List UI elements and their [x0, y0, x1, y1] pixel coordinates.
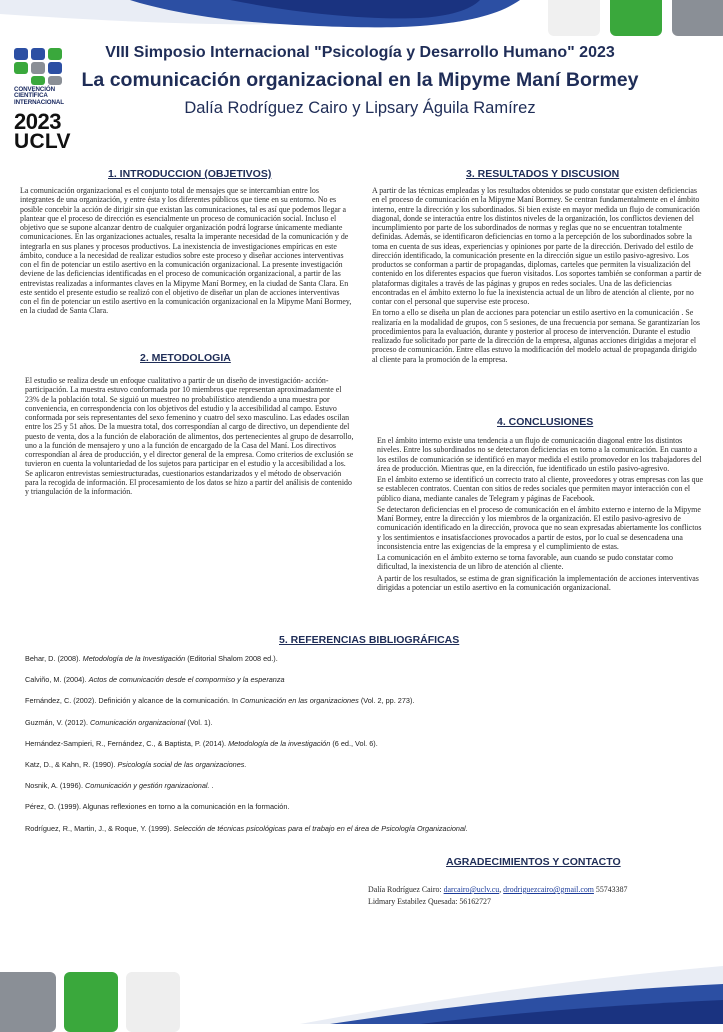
logo-line-2: CIENTÍFICA	[14, 92, 48, 100]
contact-line-1: Dalía Rodríguez Cairo: darcairo@uclv.cu, drodriguezcairo@gmail.com 55743387	[368, 885, 628, 894]
logo-year: 2023	[14, 109, 61, 134]
reference-item: Nosnik, A. (1996). Comunicación y gestión rganizacional. .	[25, 781, 214, 791]
reference-item: Guzmán, V. (2012). Comunicación organizacional (Vol. 1).	[25, 717, 213, 727]
intro-text	[20, 186, 352, 318]
reference-item: Katz, D., & Kahn, R. (1990). Psicología social de las organizaciones.	[25, 759, 247, 769]
logo-org: UCLV	[14, 130, 71, 153]
conclusions-paragraph-4: La comunicación en el ámbito externo se torna favorable, aun cuando se pudo constatar como dificultad, la inexistencia de un libro de atención al cliente.	[377, 553, 674, 572]
logo-line-3: INTERNACIONAL	[14, 98, 64, 106]
conclusions-paragraph-2: En el ámbito externo se identificó un correcto trato al cliente, proveedores y otras empresas con las que se establecen contratos. Cuentan con sitios de redes sociales que permiten mayor interacción con el público diana, mediante canales de Telegram y páginas de Facebook.	[377, 475, 704, 503]
gray-square-decoration	[672, 0, 723, 36]
poster-title: La comunicación organizacional en la Mipyme Maní Bormey	[81, 69, 639, 91]
conclusions-text	[377, 436, 705, 594]
contact-info	[368, 884, 627, 907]
method-text	[25, 376, 355, 498]
section-heading-references: 5. REFERENCIAS BIBLIOGRÁFICAS	[279, 634, 460, 646]
results-paragraph-2: En torno a ello se diseña un plan de acciones para potenciar un estilo asertivo en la comunicación . Se realizaría en la modalidad de grupos, con 5 sesiones, de una frecuencia por semana. Se garantizarían los procedimientos para la evaluación, durante y posterior al proceso de intervención. Durante el estudio realizado fue solicitado por parte de la dirección de la empresa, algunas acciones dirigidas a mejorar el proceso de comunicación. Entre ellas estuvo la modificación del modelo actual de propaganda dirigido al cliente para la promoción de la empresa.	[372, 308, 700, 364]
results-text	[372, 186, 704, 366]
section-heading-results: 3. RESULTADOS Y DISCUSION	[466, 168, 620, 180]
results-paragraph-1: A partir de las técnicas empleadas y los resultados obtenidos se pudo constatar que existen deficiencias en el proceso de comunicación en la Mipyme Maní Bormey. Se centran fundamentalmente en el ámbito interno, entre la dirección y los subordinados. Si bien existe en mayor medida un flujo de comunicación diagonal, donde se interactúa entre los distintos niveles de la organización, los conflictos devienen del incumplimiento por parte de los subordinados de normas y reglas que no se encuentran totalmente definidas. Además, se identificaron deficiencias en torno a la percepción de los subordinados sobre la toma en cuenta de sus ideas, experiencias y opiniones por parte de la dirección. Derivado del estilo de dirección identificado, la comunicación presente en la dirección sigue un estilo pasivo-agresivo. Los productos se conforman a partir de propagandas, diplomas, carteles que permiten la visualización del contenido en los diferentes espacios que fueron visitados. Los soportes también se conforman a partir de plataformas digitales a través de las páginas y grupos en redes sociales. Una de las deficiencias encontradas en el ámbito externo lo fue la inexistencia actual de un libro de atención al cliente, por no contar con el personal que supervise este proceso.	[372, 186, 702, 306]
references-list	[25, 654, 685, 845]
intro-paragraph: La comunicación organizacional es el conjunto total de mensajes que se intercambian entre los integrantes de una organización, y entre ésta y los diferentes públicos que tiene en su entorno. No es posible concebir la acción de dirigir sin que existan las comunicaciones, tal es así que podemos llegar a plantear que el proceso de dirección es esencialmente un proceso de comunicación social. Incluso el objetivo que se supone alcanzar dentro de cualquier organización podrá lograrse únicamente mediante comunicaciones. En las organizaciones actuales, resalta la imperante necesidad de la comunicación y de integrarla en sus planes y procesos productivos. La inexistencia de investigaciones empíricas en este ámbito, conduce a la necesidad de realizar estudios sobre este proceso y diseñar acciones interventivas con el fin de potenciar un estilo asertivo en la comunicación organizacional. La presente investigación deviene de las deficiencias identificadas en el proceso de comunicación organizacional, a partir de las entrevistas realizadas a informantes claves en la Mipyme Maní Bormey, en la ciudad de Santa Clara. En este sentido el presente estudio se realizó con el objetivo de diseñar un plan de acciones interventivas con el fin de potenciar un estilo asertivo en la comunicación organizacional en la Mipyme Maní Bormey, en la ciudad de Santa Clara.	[20, 186, 352, 316]
poster-authors: Dalía Rodríguez Cairo y Lipsary Águila Ramírez	[184, 99, 536, 117]
gray-square-decoration	[0, 972, 56, 1032]
convention-logo	[14, 46, 71, 154]
method-paragraph: El estudio se realiza desde un enfoque cualitativo a partir de un diseño de investigación- acción-participación. La muestra estuvo conformada por 10 miembros que representan aproximadamente el 23% de la población total. Se siguió un muestreo no probabilístico atendiendo a una muestra por conveniencia, en correspondencia con los objetivos del estudio y la accesibilidad al campo. Estuvo conformada por seis representantes del sexo femenino y cuatro del sexo masculino. Las edades oscilan entre los 25 y 51 años. De la muestra total, dos correspondían al cargo de directivo, un dependiente del puesto de venta, dos a la función de elaboración de alimentos, dos pertenecientes al grupo de desarrollo, uno a la función de mensajero y uno a la función de encargado de la Casa del Maní. Los directivos correspondían al área de producción, y el director general de la empresa. Como criterios de exclusión se tuvieron en cuenta la voluntariedad de los sujetos para participar en el estudio y la accesibilidad a los. Se aplicaron entrevistas semiestructuradas, cuestionarios estandarizados y el método de observación para la recogida de información. El procesamiento de los datos se hizo a partir del análisis de contenido y triangulación de la información.	[25, 376, 354, 496]
email-link-2[interactable]: drodriguezcairo@gmail.com	[503, 885, 594, 894]
section-heading-intro: 1. INTRODUCCION (OBJETIVOS)	[108, 168, 272, 180]
reference-item: Hernández-Sampieri, R., Fernández, C., & Baptista, P. (2014). Metodología de la investigación (6 ed., Vol. 6).	[25, 738, 378, 748]
contact-line-2: Lidmary Estabilez Quesada: 56162727	[368, 896, 491, 906]
conclusions-paragraph-1: En el ámbito interno existe una tendencia a un flujo de comunicación diagonal entre los distintos niveles. Entre los subordinados no se detectaron deficiencias en torno a la comunicación. En cuanto a los estilos de comunicación se identificó en mayor medida el estilo promovedor en los trabajadores del área de producción. Mientras que, en la dirección, fue identificado un estilo pasivo-agresivo.	[377, 436, 702, 473]
logo-grid-icon	[14, 46, 66, 86]
reference-item: Rodríguez, R., Martin, J., & Roque, Y. (1999). Selección de técnicas psicológicas para el trabajo en el área de Psicología Organizacional.	[25, 823, 468, 833]
logo-line-1: CONVENCIÓN	[14, 86, 55, 93]
green-square-decoration	[64, 972, 118, 1032]
green-square-decoration	[548, 0, 600, 36]
green-square-decoration	[610, 0, 662, 36]
gray-square-decoration	[126, 972, 180, 1032]
reference-item: Behar, D. (2008). Metodología de la Investigación (Editorial Shalom 2008 ed.).	[25, 654, 278, 663]
reference-item: Fernández, C. (2002). Definición y alcance de la comunicación. In Comunicación en las organizaciones (Vol. 2, pp. 273).	[25, 696, 415, 706]
reference-item: Pérez, O. (1999). Algunas reflexiones en torno a la comunicación en la formación.	[25, 802, 290, 812]
conclusions-paragraph-5: A partir de los resultados, se estima de gran significación la implementación de acciones interventivas dirigidas a potenciar un estilo asertivo en la comunicación organizacional.	[377, 573, 699, 592]
email-link-1[interactable]: darcairo@uclv.cu	[443, 885, 500, 894]
section-heading-conclusions: 4. CONCLUSIONES	[497, 416, 594, 428]
section-heading-contact: AGRADECIMIENTOS Y CONTACTO	[446, 856, 621, 868]
conclusions-paragraph-3: Se detectaron deficiencias en el proceso de comunicación en el ámbito externo e interno de la Mipyme Maní Bormey, entre la dirección y los miembros de la organización. El estilo pasivo-agresivo de comunicación identificado en la dirección, provoca que no sean expresadas abiertamente los conflictos y los sentimientos e insatisfacciones provocados a partir de estos, por lo cual se desencadena una inconsistencia entre las exigencias de la empresa y el cumplimiento de estas.	[377, 504, 702, 551]
reference-item: Calviño, M. (2004). Actos de comunicación desde el compormiso y la esperanza	[25, 675, 285, 685]
event-name: VIII Simposio Internacional "Psicología y Desarrollo Humano" 2023	[105, 44, 615, 61]
section-heading-method: 2. METODOLOGIA	[140, 352, 231, 364]
